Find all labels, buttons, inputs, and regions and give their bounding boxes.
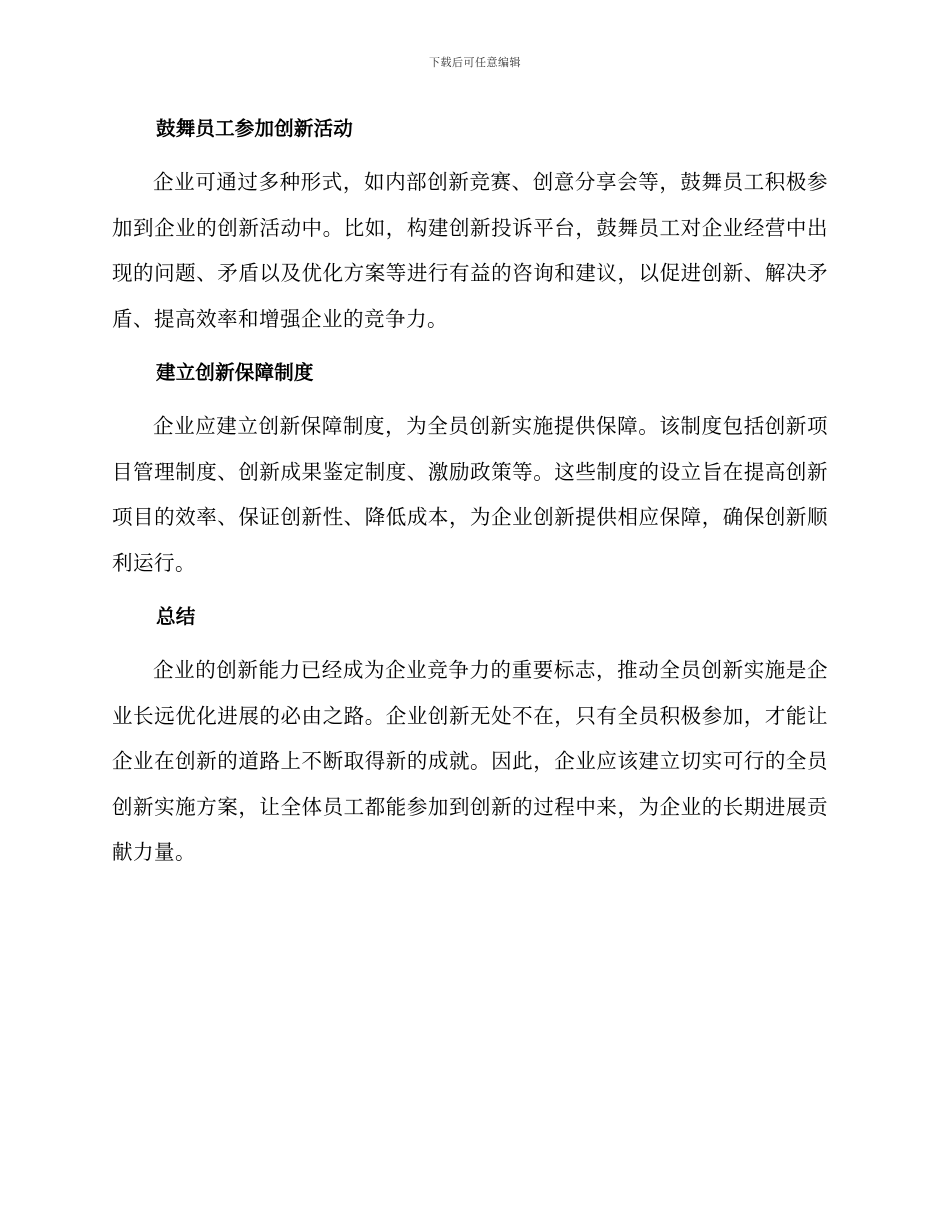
section-paragraph: 企业可通过多种形式，如内部创新竞赛、创意分享会等，鼓舞员工积极参加到企业的创新活动中。比如，构建创新投诉平台，鼓舞员工对企业经营中出现的问题、矛盾以及优化方案等进行有益的咨询和建议，以促进创新、解决矛盾、提高效率和增强企业的竞争力。 bbox=[112, 170, 828, 331]
document-body bbox=[112, 112, 828, 876]
section-paragraph: 企业的创新能力已经成为企业竞争力的重要标志，推动全员创新实施是企业长远优化进展的必由之路。企业创新无处不在，只有全员积极参加，才能让企业在创新的道路上不断取得新的成就。因此，企业应该建立切实可行的全员创新实施方案，让全体员工都能参加到创新的过程中来，为企业的长期进展贡献力量。 bbox=[112, 658, 828, 864]
section-encourage-participation bbox=[112, 112, 828, 342]
section-heading: 建立创新保障制度 bbox=[156, 361, 314, 384]
section-summary bbox=[112, 600, 828, 876]
section-paragraph: 企业应建立创新保障制度，为全员创新实施提供保障。该制度包括创新项目管理制度、创新成果鉴定制度、激励政策等。这些制度的设立旨在提高创新项目的效率、保证创新性、降低成本，为企业创新提供相应保障，确保创新顺利运行。 bbox=[112, 414, 828, 575]
section-heading: 总结 bbox=[156, 605, 196, 628]
section-heading: 鼓舞员工参加创新活动 bbox=[156, 117, 354, 140]
page-header: 下载后可任意编辑 bbox=[429, 56, 521, 69]
section-innovation-guarantee bbox=[112, 356, 828, 586]
